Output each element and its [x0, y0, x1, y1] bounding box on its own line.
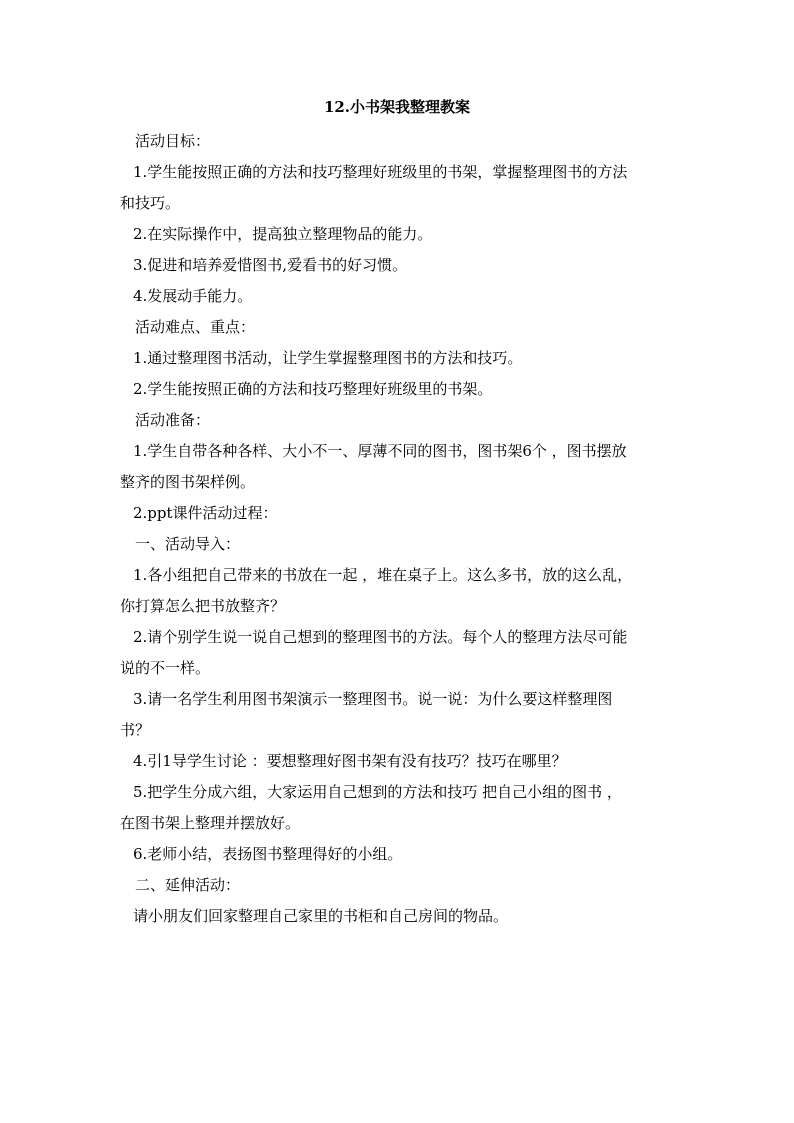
- paragraph-line: 2.请个别学生说一说自己想到的整理图书的方法。每个人的整理方法尽可能: [133, 628, 628, 646]
- paragraph-line: 整齐的图书架样例。: [120, 473, 256, 491]
- document-body: [120, 126, 678, 932]
- paragraph-line: 说的不一样。: [120, 659, 211, 677]
- paragraph-line: 5.把学生分成六组，大家运用自己想到的方法和技巧 把自己小组的图书 ，: [133, 783, 622, 801]
- paragraph-line: 1.学生自带各种各样、大小不一、厚薄不同的图书，图书架6个 ，图书摆放: [133, 442, 627, 460]
- paragraph-line: 6.老师小结，表扬图书整理得好的小组。: [133, 845, 403, 863]
- document-title: 12.小书架我整理教案: [323, 98, 471, 116]
- section-heading-objectives: 活动目标：: [135, 132, 211, 150]
- paragraph-line: 2.在实际操作中，提高独立整理物品的能力。: [133, 225, 433, 243]
- paragraph-line: 4.引1导学生讨论 ：要想整理好图书架有没有技巧？技巧在哪里？: [133, 752, 567, 770]
- paragraph-line: 书？: [120, 721, 151, 739]
- paragraph-line: 1.学生能按照正确的方法和技巧整理好班级里的书架，掌握整理图书的方法: [133, 163, 628, 181]
- section-heading-key-points: 活动难点、重点：: [135, 318, 256, 336]
- paragraph-line: 2.ppt课件活动过程：: [133, 504, 278, 522]
- paragraph-line: 2.学生能按照正确的方法和技巧整理好班级里的书架。: [133, 380, 493, 398]
- paragraph-line: 3.促进和培养爱惜图书,爱看书的好习惯。: [133, 256, 408, 274]
- paragraph-line: 4.发展动手能力。: [133, 287, 253, 305]
- paragraph-line: 1.各小组把自己带来的书放在一起 ，堆在桌子上。这么多书，放的这么乱，: [133, 566, 633, 584]
- section-heading-preparation: 活动准备：: [135, 411, 211, 429]
- paragraph-line: 你打算怎么把书放整齐？: [120, 597, 286, 615]
- paragraph-line: 3.请一名学生利用图书架演示一整理图书。说一说：为什么要这样整理图: [133, 690, 613, 708]
- paragraph-line: 请小朋友们回家整理自己家里的书柜和自己房间的物品。: [133, 907, 509, 925]
- paragraph-line: 和技巧。: [120, 194, 181, 212]
- paragraph-line: 1.通过整理图书活动，让学生掌握整理图书的方法和技巧。: [133, 349, 523, 367]
- paragraph-line: 在图书架上整理并摆放好。: [120, 814, 301, 832]
- section-heading-introduction: 一、活动导入：: [135, 535, 241, 553]
- section-heading-extension: 二、延伸活动：: [135, 876, 241, 894]
